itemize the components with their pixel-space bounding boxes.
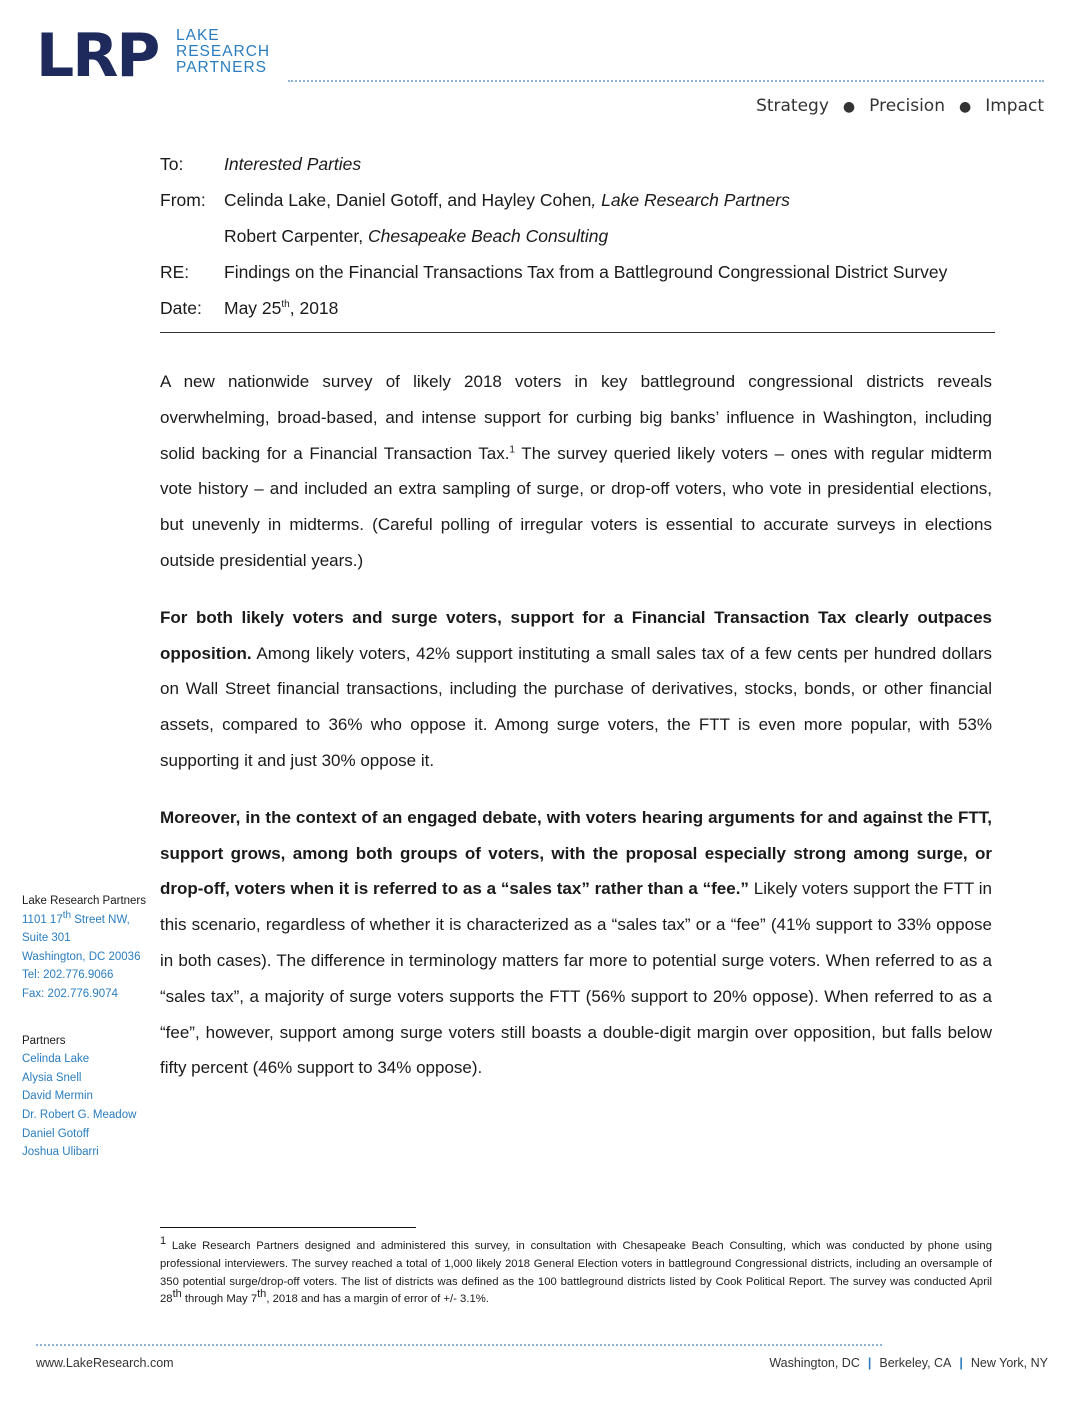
tagline-word: Strategy [756,96,829,116]
memo-from2-row [160,224,1000,260]
memo-from-value [224,188,1000,224]
memo-label: RE: [160,262,190,282]
memo-to-value: Interested Parties [224,154,362,174]
memo-from-row [160,188,1000,224]
partner-name: Alysia Snell [22,1071,82,1084]
tagline [756,96,1044,116]
footnote-number: 1 [160,1235,167,1248]
lead-in: For both likely voters and surge voters, support for a Financial Transaction Tax clearly outpaces opposition. [160,607,992,663]
footnote-divider [160,1227,416,1228]
memo-label: To: [160,154,184,174]
logo-name-line: PARTNERS [176,59,267,76]
memo-re-value: Findings on the Financial Transactions Tax from a Battleground Congressional District Survey [224,262,948,282]
partner-name: Daniel Gotoff [22,1127,89,1140]
separator: | [867,1356,872,1370]
lrp-logo: LRP [36,21,159,91]
logo-firm-name [176,28,270,76]
partner-name: Celinda Lake [22,1053,90,1066]
lead-in: Moreover, in the context of an engaged debate, with voters hearing arguments for and against the FTT, support grows, among both groups of voters, with the proposal especially strong among surge, or drop-off, voters when it is referred to as a “sales tax” rather than a “fee.” [160,807,992,899]
office-locations [769,1356,1048,1370]
phone: Tel: 202.776.9066 [22,969,114,982]
office: New York, NY [970,1356,1048,1370]
footnote-ref[interactable]: 1 [509,443,515,455]
memo-body [160,364,992,1107]
memo-date-row [160,296,1000,332]
from-org: , Lake Research Partners [591,190,790,210]
memo-label: From: [160,190,206,210]
tagline-word: Impact [985,96,1044,116]
website-link[interactable]: www.LakeResearch.com [36,1356,174,1370]
paragraph: Moreover, in the context of an engaged debate, with voters hearing arguments for and against the FTT, support grows, among both groups of voters, with the proposal especially strong among surge, or drop-off, voters when it is referred to as a “sales tax” rather than a “fee.” Likely voters support the FTT in this scenario, regardless of whether it is characterized as a “sales tax” or a “fee” (41% support to 33% oppose in both cases). The difference in terminology matters far more to potential surge voters. When referred to as a “sales tax”, a majority of surge voters supports the FTT (56% support to 20% oppose). When referred to as a “fee”, however, support among surge voters still boasts a double-digit margin over opposition, but falls below fifty percent (46% support to 34% oppose). [160,807,992,1078]
partners-heading: Partners [22,1034,66,1047]
footer-dotted-divider [36,1344,882,1346]
partner-name: Joshua Ulibarri [22,1146,99,1159]
street-address: 1101 17th Street NW, [22,909,130,926]
memo-header [160,152,1000,332]
memo-divider [160,332,995,333]
paragraph: A new nationwide survey of likely 2018 voters in key battleground congressional districts reveals overwhelming, broad-based, and intense support for curbing big banks’ influence in Washington, including solid backing for a Financial Transaction Tax.$^1$ The survey queried likely voters – ones with regular midterm vote history – and included an extra sampling of surge, or drop-off voters, who vote in presidential elections, but unevenly in midterms. (Careful polling of irregular voters is essential to accurate surveys in elections outside presidential years.) [160,372,992,570]
partner-name: Dr. Robert G. Meadow [22,1108,137,1121]
memo-re-row [160,260,1000,296]
logo-name-line: RESEARCH [176,43,271,60]
logo-name-line: LAKE [176,27,220,44]
from2-org: Chesapeake Beach Consulting [363,226,609,246]
contact-sidebar [22,892,158,1162]
office: Berkeley, CA [879,1356,952,1370]
header-dotted-divider [288,80,1044,82]
from-names: Celinda Lake, Daniel Gotoff, and Hayley Cohen [224,190,592,210]
footnote: $^1$ Lake Research Partners designed and administered this survey, in consultation with Chesapeake Beach Consulting, which was conducted by phone using professional interviewers. The survey reached a total of 1,000 likely 2018 General Election voters in battleground Congressional districts, including an oversample of 350 potential surge/drop-off voters. The list of districts was defined as the 100 battleground districts listed by Cook Political Report. The survey was conducted April 28th through May 7th, 2018 and has a margin of error of +/- 3.1%. [160,1235,992,1306]
bullet-icon: ● [958,99,972,115]
memo-from2-value [224,224,1000,260]
paragraph: For both likely voters and surge voters, support for a Financial Transaction Tax clearly outpaces opposition. Among likely voters, 42% support instituting a small sales tax of a few cents per hundred dollars on Wall Street financial transactions, including the purchase of derivatives, stocks, bonds, or other financial assets, compared to 36% who oppose it. Among surge voters, the FTT is even more popular, with 53% supporting it and just 30% oppose it. [160,607,992,770]
memo-date-value: May 25th, 2018 [224,298,339,318]
memo-to-row [160,152,1000,188]
suite: Suite 301 [22,932,71,945]
memo-label: Date: [160,298,202,318]
city: Washington, DC 20036 [22,950,141,963]
from2-name: Robert Carpenter, [224,226,364,246]
separator: | [959,1356,963,1370]
firm-name: Lake Research Partners [22,895,147,907]
fax: Fax: 202.776.9074 [22,987,118,1000]
tagline-word: Precision [869,96,945,116]
bullet-icon: ● [842,99,856,115]
partner-name: David Mermin [22,1090,93,1103]
office: Washington, DC [769,1356,860,1370]
